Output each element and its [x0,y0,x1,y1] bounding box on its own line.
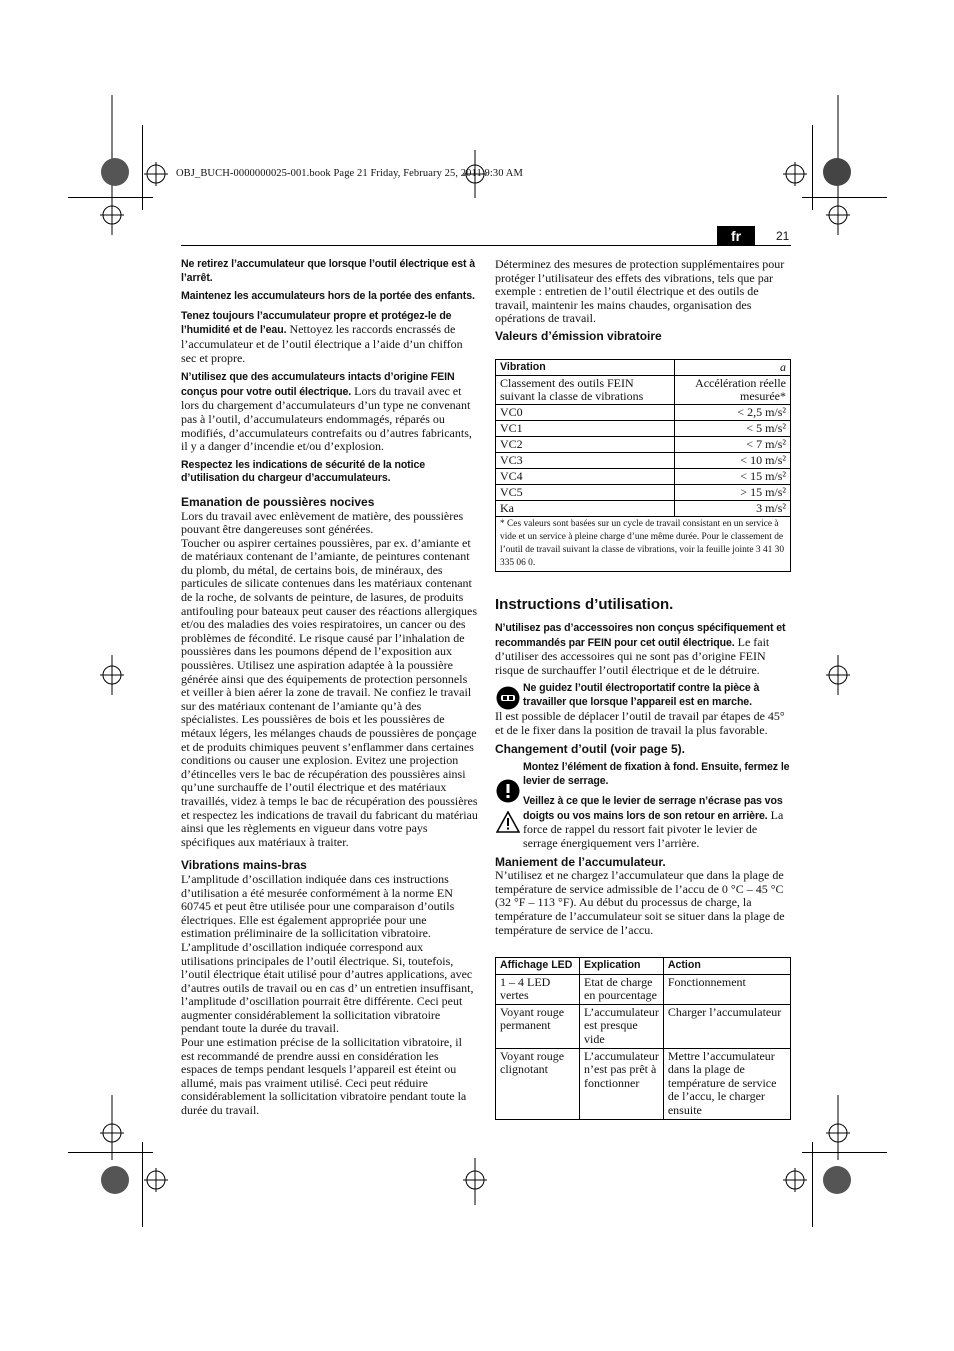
left-p1: Ne retirez l’accumulateur que lorsque l’outil électrique est à l’arrêt. [181,258,476,284]
vib-header-a: a [675,360,791,376]
header-rule [181,245,791,246]
led-header: Affichage LED [496,958,580,975]
vib-value: 3 m/s² [675,501,791,517]
warning-icon [496,811,520,833]
vib-class: VC1 [496,421,675,437]
left-p10: Pour une estimation précise de la sollicitation vibratoire, il est recommandé de prendre aussi en considération les espaces de temps pendant lesquels l’appareil est éteint ou allumé, mais pas vraiment utilisé. Ceci peut réduire considérablement la sollicitation vibratoire pendant toute la durée du travail. [181,1035,467,1118]
left-p4: N’utilisez que des accumulateurs intacts d’origine FEIN conçus pour votre outil électrique. Lors du travail avec et lors du chargement d’accumulateurs d’un type ne convenant pas à l’outil, d’accumulateurs endommagés, réparés ou modifiés, d’accumulateurs contrefaits ou d’autres fabricants, il y a danger d’incendie et/ou d’explosion. [181,371,472,454]
led-cell: Charger l’accumulateur [663,1004,790,1048]
table-row [496,405,791,421]
table-row [496,453,791,469]
vib-value: < 15 m/s² [675,469,791,485]
vib-col1: Classement des outils FEIN suivant la classe de vibrations [496,376,675,405]
left-p7: Toucher ou aspirer certaines poussières, par ex. d’amiante et de matériaux contenant de l’amiante, de peintures contenant du plomb, du métal, de certains bois, de minéraux, des particules de silicate contenues dans les matériaux contenant de la roche, de solvants de peinture, de lasures, de produits antifouling pour bateaux peut causer des réactions allergiques et/ou des maladies des voies respiratoires, un cancer ou des problèmes de fécondité. Le risque causé par l’inhalation de poussières dans les poumons dépend de l’exposition aux poussières. Utilisez une aspiration adaptée à la poussière générée ainsi que des équipements de protection personnels et veiller à bien aérer la zone de travail. Ne confiez le travail sur des matériaux contenant de l’amiante qu’à des spécialistes. Les poussières de bois et les poussières de métaux légers, les mélanges chauds de poussières de ponçage et de produits chimiques peuvent s’enflammer dans certaines conditions ou causer une explosion. Evitez une projection d’étincelles vers le bac de récupération des poussières ainsi qu’une surchauffe de l’outil électrique et des matériaux travaillés, videz à temps le bac de récupération des poussières et respectez les indications de travail du fabricant du matériau ainsi que les règlements en vigueur dans votre pays spécifiques aux matériaux à traiter. [181,535,478,849]
led-cell: 1 – 4 LED vertes [496,974,580,1004]
right-p5: Montez l’élément de fixation à fond. Ensuite, fermez le levier de serrage. [523,761,790,787]
language-tab: fr [717,226,755,246]
vib-class: VC3 [496,453,675,469]
vibration-table [495,359,791,572]
table-row [496,469,791,485]
right-p1: Déterminez des mesures de protection supplémentaires pour protéger l’utilisateur des effets des vibrations, tels que par exemple : entretien de l’outil électrique et des outils de travail, maintenir les mains chaudes, organisation des opérations de travail. [495,257,785,326]
heading-tool-change: Changement d’outil (voir page 5). [495,741,686,756]
heading-instructions: Instructions d’utilisation. [495,596,674,613]
led-cell: Mettre l’accumulateur dans la plage de température de service de l’accu, le charger ensuite [663,1048,790,1119]
right-column-mid [495,621,791,937]
vib-value: < 2,5 m/s² [675,405,791,421]
right-p7: N’utilisez et ne chargez l’accumulateur que dans la plage de température de service admissible de l’accu de 0 °C – 45 °C (32 °F – 113 °F). Au début du processus de charge, la température de l’accumulateur soit se situer dans la plage de température de service de l’accu. [495,868,785,937]
heading-dust: Emanation de poussières nocives [181,494,375,509]
left-p3: Tenez toujours l’accumulateur propre et protégez-le de l’humidité et de l’eau. Nettoyez les raccords encrassés de l’accumulateur et de l’outil électrique a l’aide d’un chiffon sec et propre. [181,309,463,365]
vib-header-label: Vibration [496,360,675,376]
left-p9: L’amplitude d’oscillation indiquée correspond aux utilisations principales de l’outil électrique. Si, toutefois, l’outil électrique était utilisé pour d’autres applications, avec d’autres outils de travail ou en cas d’ un entretien insuffisant, l’amplitude d’oscillation pourrait être différente. Ceci peut augmenter considérablement la sollicitation vibratoire pendant toute la durée du travail. [181,939,474,1036]
led-cell: Voyant rouge clignotant [496,1048,580,1119]
left-p5: Respectez les indications de sécurité de la notice d’utilisation du chargeur d’accumulateurs. [181,458,426,485]
table-row [496,421,791,437]
table-row [496,1004,791,1048]
vib-class: VC0 [496,405,675,421]
led-cell: L’accumulateur est presque vide [580,1004,664,1048]
led-cell: Etat de charge en pourcentage [580,974,664,1004]
eye-protection-icon [496,686,520,710]
left-p6: Lors du travail avec enlèvement de matière, des poussières pouvant être dangereuses sont générées. [181,508,464,537]
vib-value: < 7 m/s² [675,437,791,453]
right-p4: Il est possible de déplacer l’outil de travail par étapes de 45° et de le fixer dans la position de travail la plus favorable. [495,709,785,737]
vib-value: < 5 m/s² [675,421,791,437]
left-p8: L’amplitude d’oscillation indiquée dans ces instructions d’utilisation a été mesurée conformément à la norme EN 60745 et peut être utilisée pour une comparaison d’outils électriques. Elle est également appropriée pour une estimation préliminaire de la sollicitation vibratoire. [181,871,455,941]
vib-col2: Accélération réelle mesurée* [675,376,791,405]
vib-class: VC5 [496,485,675,501]
vib-value: > 15 m/s² [675,485,791,501]
table-row [496,485,791,501]
vib-class: VC2 [496,437,675,453]
left-p2: Maintenez les accumulateurs hors de la portée des enfants. [181,290,475,303]
led-header: Action [663,958,790,975]
right-p3: Ne guidez l’outil électroportatif contre la pièce à travailler que lorsque l’appareil est en marche. [523,682,760,708]
right-column-top [495,258,791,344]
right-p6: Veillez à ce que le levier de serrage n’écrase pas vos doigts ou vos mains lors de son retour en arrière. La force de rappel du ressort fait pivoter le levier de serrage énergiquement vers l’arrière. [523,795,784,850]
right-p2: N’utilisez pas d’accessoires non conçus spécifiquement et recommandés par FEIN pour cet outil électrique. Le fait d’utiliser des accessoires qui ne sont pas d’origine FEIN risque de surchauffer l’outil électrique et de le détruire. [495,622,786,677]
led-cell: Fonctionnement [663,974,790,1004]
heading-battery: Maniement de l’accumulateur. [495,854,666,869]
heading-vib-values: Valeurs d’émission vibratoire [495,328,662,343]
vib-footnote: * Ces valeurs sont basées sur un cycle de travail consistant en un service à vide et un service à pleine charge d’une même durée. Pour le classement de l’outil de travail suivant la classe de vibrations, voir la feuille jointe 3 41 30 335 06 0. [496,517,791,572]
file-slug: OBJ_BUCH-0000000025-001.book Page 21 Friday, February 25, 2011 9:30 AM [176,168,523,179]
vib-class: VC4 [496,469,675,485]
table-row [496,974,791,1004]
led-cell: Voyant rouge permanent [496,1004,580,1048]
table-row [496,437,791,453]
heading-vibrations: Vibrations mains-bras [181,858,307,873]
page-number: 21 [776,229,790,243]
led-table [495,957,791,1120]
vib-value: < 10 m/s² [675,453,791,469]
left-column [181,258,478,1118]
led-header: Explication [580,958,664,975]
vib-class: Ka [496,501,675,517]
table-row [496,501,791,517]
table-row [496,1048,791,1119]
mandatory-icon [496,779,520,803]
led-cell: L’accumulateur n’est pas prêt à fonctionner [580,1048,664,1119]
